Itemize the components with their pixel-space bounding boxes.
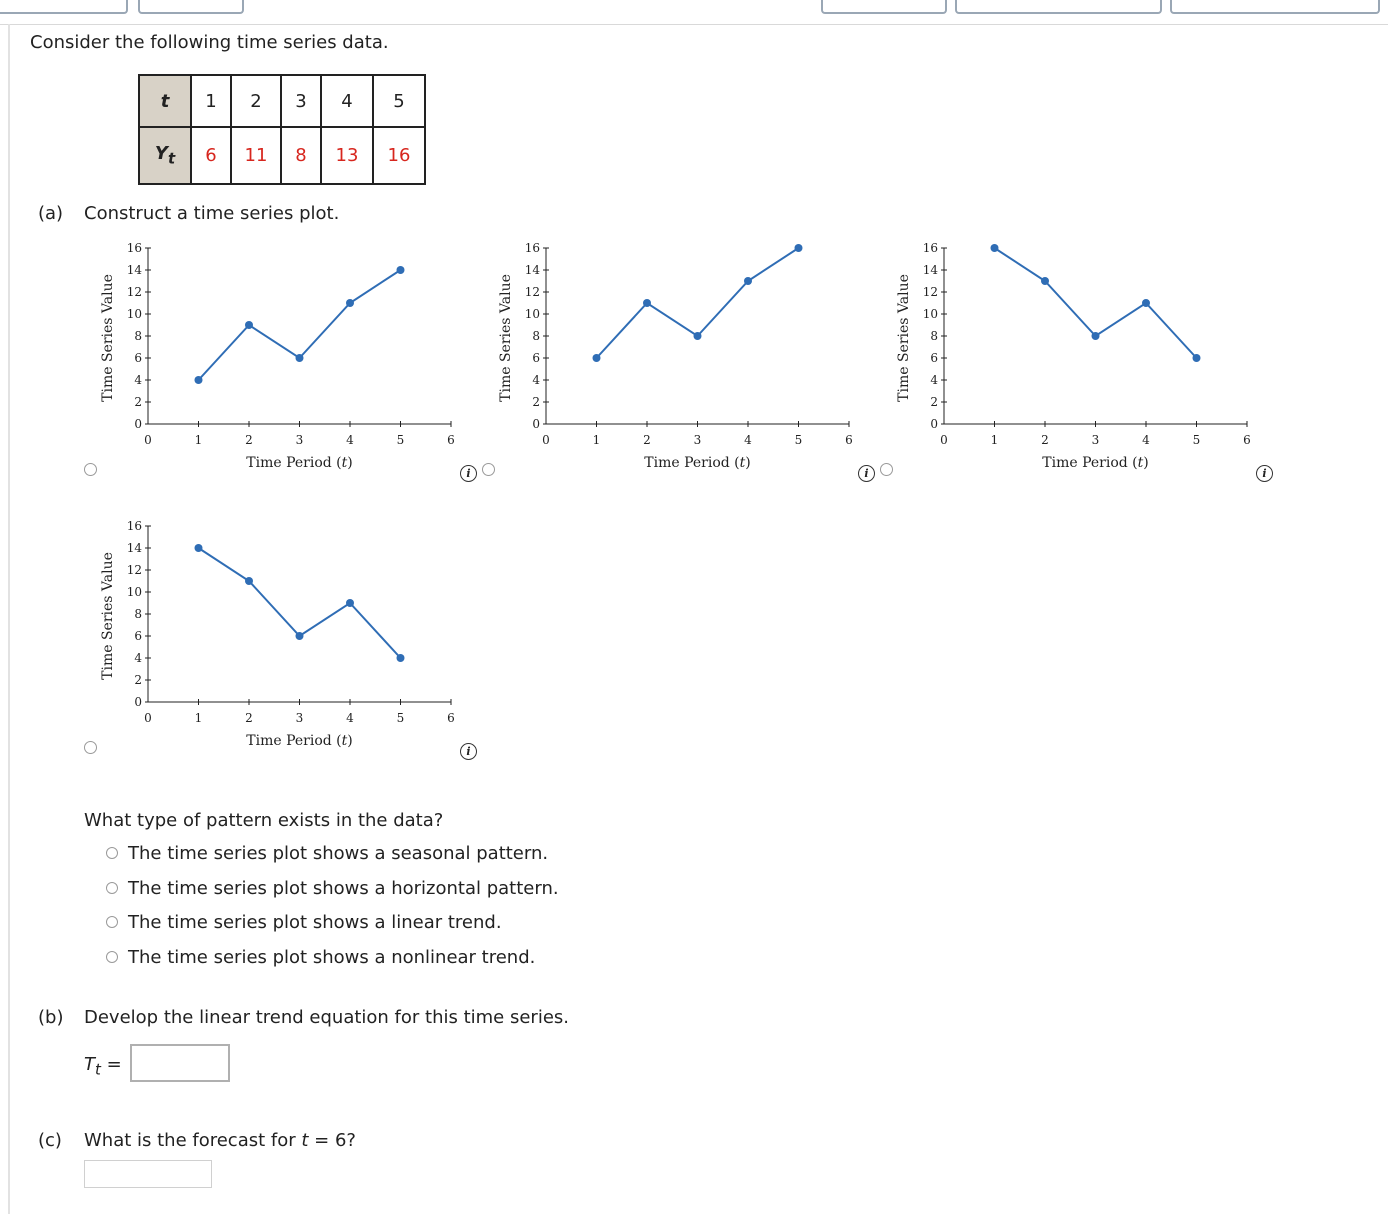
x-tick-label: 6 xyxy=(447,711,455,725)
table-cell-y: 11 xyxy=(231,127,281,184)
data-point xyxy=(296,632,304,640)
y-tick-label: 0 xyxy=(532,417,540,431)
y-tick-label: 4 xyxy=(930,373,938,387)
y-tick-label: 8 xyxy=(532,329,540,343)
info-icon[interactable]: i xyxy=(460,743,477,760)
y-tick-label: 2 xyxy=(532,395,540,409)
data-point xyxy=(1041,277,1049,285)
pattern-option-linear[interactable] xyxy=(106,912,502,933)
table-cell-y: 8 xyxy=(281,127,321,184)
pattern-option-seasonal[interactable] xyxy=(106,843,548,864)
forecast-input[interactable] xyxy=(84,1160,212,1188)
series-line xyxy=(995,248,1197,358)
x-tick-label: 6 xyxy=(845,433,853,447)
chart-option-4 xyxy=(96,514,466,754)
info-icon[interactable]: i xyxy=(1256,465,1273,482)
part-b-text: Develop the linear trend equation for this time series. xyxy=(84,1007,570,1028)
table-cell-t: 4 xyxy=(321,75,373,127)
x-tick-label: 5 xyxy=(1192,433,1201,447)
pattern-option-nonlinear[interactable] xyxy=(106,947,535,968)
part-c-text-after: = 6? xyxy=(308,1130,356,1151)
content-left-rule xyxy=(8,24,10,1214)
data-point xyxy=(195,376,203,384)
data-point xyxy=(744,277,752,285)
y-tick-label: 0 xyxy=(134,695,142,709)
chart-option-2 xyxy=(494,236,864,476)
y-axis-label: Time Series Value xyxy=(896,274,912,402)
x-axis-label-var: t xyxy=(739,455,746,471)
part-b-label: (b) xyxy=(38,1007,64,1028)
x-axis-label-end: ) xyxy=(347,733,353,749)
x-axis-label-var: t xyxy=(341,455,348,471)
x-tick-label: 2 xyxy=(245,711,253,725)
x-axis-label-main: Time Period ( xyxy=(246,455,342,471)
x-axis-label-end: ) xyxy=(745,455,751,471)
radio-icon[interactable] xyxy=(106,847,118,859)
data-point xyxy=(346,599,354,607)
x-tick-label: 2 xyxy=(245,433,253,447)
part-c-var: t xyxy=(301,1130,309,1151)
y-tick-label: 14 xyxy=(126,541,142,555)
x-tick-label: 4 xyxy=(346,433,354,447)
part-c-label: (c) xyxy=(38,1130,62,1151)
table-cell-t: 1 xyxy=(191,75,231,127)
x-tick-label: 1 xyxy=(592,433,601,447)
y-tick-label: 14 xyxy=(126,263,142,277)
y-tick-label: 8 xyxy=(134,607,142,621)
y-tick-label: 12 xyxy=(126,563,142,577)
x-axis-label-var: t xyxy=(1137,455,1144,471)
y-tick-label: 2 xyxy=(930,395,938,409)
x-axis-label xyxy=(644,455,750,471)
x-tick-label: 2 xyxy=(1041,433,1049,447)
radio-icon[interactable] xyxy=(106,916,118,928)
y-axis-label: Time Series Value xyxy=(100,552,116,680)
chart-option-3 xyxy=(892,236,1262,476)
x-axis-label-var: t xyxy=(341,733,348,749)
x-tick-label: 4 xyxy=(744,433,752,447)
nav-tab-2[interactable] xyxy=(138,0,244,14)
y-tick-label: 10 xyxy=(126,307,142,321)
chart-svg xyxy=(96,236,466,476)
plot-option-2-radio[interactable] xyxy=(482,463,495,476)
y-tick-label: 6 xyxy=(930,351,938,365)
y-axis-label: Time Series Value xyxy=(100,274,116,402)
series-line xyxy=(597,248,799,358)
info-icon[interactable]: i xyxy=(858,465,875,482)
chart-svg xyxy=(96,514,466,754)
y-tick-label: 12 xyxy=(524,285,540,299)
y-tick-label: 12 xyxy=(922,285,938,299)
x-tick-label: 5 xyxy=(794,433,803,447)
y-tick-label: 2 xyxy=(134,395,142,409)
y-tick-label: 14 xyxy=(922,263,938,277)
x-tick-label: 1 xyxy=(990,433,999,447)
chart-svg xyxy=(892,236,1262,476)
plot-option-4-radio[interactable] xyxy=(84,741,97,754)
y-tick-label: 6 xyxy=(134,629,142,643)
plot-option-1-radio[interactable] xyxy=(84,463,97,476)
plot-option-3-radio[interactable] xyxy=(880,463,893,476)
y-tick-label: 4 xyxy=(532,373,540,387)
part-a-label: (a) xyxy=(38,203,64,224)
data-point xyxy=(1142,299,1150,307)
x-axis-label-main: Time Period ( xyxy=(246,733,342,749)
x-axis-label xyxy=(246,733,352,749)
x-axis-label xyxy=(1042,455,1148,471)
table-cell-y: 16 xyxy=(373,127,425,184)
x-tick-label: 5 xyxy=(396,433,405,447)
x-tick-label: 0 xyxy=(940,433,948,447)
y-tick-label: 6 xyxy=(532,351,540,365)
y-tick-label: 16 xyxy=(126,241,142,255)
y-tick-label: 6 xyxy=(134,351,142,365)
part-c-text-before: What is the forecast for xyxy=(84,1130,302,1151)
x-tick-label: 3 xyxy=(693,433,702,447)
data-point xyxy=(346,299,354,307)
table-cell-y: 13 xyxy=(321,127,373,184)
chart-svg xyxy=(494,236,864,476)
y-label-sub: t xyxy=(167,149,176,168)
y-tick-label: 10 xyxy=(922,307,938,321)
data-point xyxy=(694,332,702,340)
option-label: The time series plot shows a nonlinear trend. xyxy=(128,947,536,968)
x-tick-label: 4 xyxy=(1142,433,1150,447)
data-point xyxy=(593,354,601,362)
data-point xyxy=(1193,354,1201,362)
intro-text: Consider the following time series data. xyxy=(30,32,389,53)
x-tick-label: 0 xyxy=(144,433,152,447)
x-axis-label-main: Time Period ( xyxy=(644,455,740,471)
data-point xyxy=(245,577,253,585)
x-tick-label: 2 xyxy=(643,433,651,447)
y-tick-label: 8 xyxy=(134,329,142,343)
x-tick-label: 0 xyxy=(542,433,550,447)
y-tick-label: 8 xyxy=(930,329,938,343)
info-icon[interactable]: i xyxy=(460,465,477,482)
x-tick-label: 6 xyxy=(447,433,455,447)
trend-equation-input[interactable] xyxy=(130,1044,230,1082)
data-point xyxy=(795,244,803,252)
table-cell-y: 6 xyxy=(191,127,231,184)
option-label: The time series plot shows a seasonal pattern. xyxy=(128,843,549,864)
y-tick-label: 16 xyxy=(922,241,938,255)
x-tick-label: 1 xyxy=(194,711,203,725)
time-series-table xyxy=(138,74,426,185)
y-tick-label: 16 xyxy=(524,241,540,255)
table-cell-t: 5 xyxy=(373,75,425,127)
chart-option-1 xyxy=(96,236,466,476)
y-tick-label: 2 xyxy=(134,673,142,687)
eq-equals: = xyxy=(106,1054,122,1075)
series-line xyxy=(199,270,401,380)
y-tick-label: 4 xyxy=(134,373,142,387)
eq-lhs: T xyxy=(84,1054,95,1075)
table-row-t xyxy=(139,75,425,127)
x-axis-label-main: Time Period ( xyxy=(1042,455,1138,471)
data-point xyxy=(643,299,651,307)
nav-tab-4[interactable] xyxy=(955,0,1162,14)
radio-icon[interactable] xyxy=(106,882,118,894)
x-tick-label: 1 xyxy=(194,433,203,447)
y-tick-label: 0 xyxy=(134,417,142,431)
top-navigation-bar xyxy=(0,0,1388,25)
y-tick-label: 16 xyxy=(126,519,142,533)
nav-tab-3[interactable] xyxy=(821,0,947,14)
part-a-text: Construct a time series plot. xyxy=(84,203,340,224)
option-label: The time series plot shows a linear trend. xyxy=(128,912,502,933)
y-tick-label: 12 xyxy=(126,285,142,299)
pattern-option-horizontal[interactable] xyxy=(106,878,559,899)
data-point xyxy=(1092,332,1100,340)
x-axis-label xyxy=(246,455,352,471)
part-c-text xyxy=(84,1130,356,1151)
data-point xyxy=(397,654,405,662)
table-cell-t: 3 xyxy=(281,75,321,127)
x-tick-label: 3 xyxy=(295,433,304,447)
x-tick-label: 6 xyxy=(1243,433,1251,447)
y-tick-label: 10 xyxy=(126,585,142,599)
x-tick-label: 0 xyxy=(144,711,152,725)
nav-tab-1[interactable] xyxy=(0,0,128,14)
eq-sub: t xyxy=(95,1060,101,1079)
x-axis-label-end: ) xyxy=(1143,455,1149,471)
table-header-t: t xyxy=(139,75,191,127)
data-point xyxy=(245,321,253,329)
x-tick-label: 4 xyxy=(346,711,354,725)
y-tick-label: 4 xyxy=(134,651,142,665)
table-cell-t: 2 xyxy=(231,75,281,127)
trend-equation-label xyxy=(84,1054,122,1079)
table-header-y xyxy=(139,127,191,184)
y-tick-label: 0 xyxy=(930,417,938,431)
x-tick-label: 3 xyxy=(295,711,304,725)
y-axis-label: Time Series Value xyxy=(498,274,514,402)
y-label: Y xyxy=(154,143,168,165)
table-row-y xyxy=(139,127,425,184)
data-point xyxy=(991,244,999,252)
radio-icon[interactable] xyxy=(106,951,118,963)
nav-tab-5[interactable] xyxy=(1170,0,1380,14)
pattern-question: What type of pattern exists in the data? xyxy=(84,810,444,831)
option-label: The time series plot shows a horizontal pattern. xyxy=(128,878,559,899)
data-point xyxy=(296,354,304,362)
x-tick-label: 3 xyxy=(1091,433,1100,447)
data-point xyxy=(195,544,203,552)
y-tick-label: 10 xyxy=(524,307,540,321)
y-tick-label: 14 xyxy=(524,263,540,277)
data-point xyxy=(397,266,405,274)
x-tick-label: 5 xyxy=(396,711,405,725)
x-axis-label-end: ) xyxy=(347,455,353,471)
series-line xyxy=(199,548,401,658)
